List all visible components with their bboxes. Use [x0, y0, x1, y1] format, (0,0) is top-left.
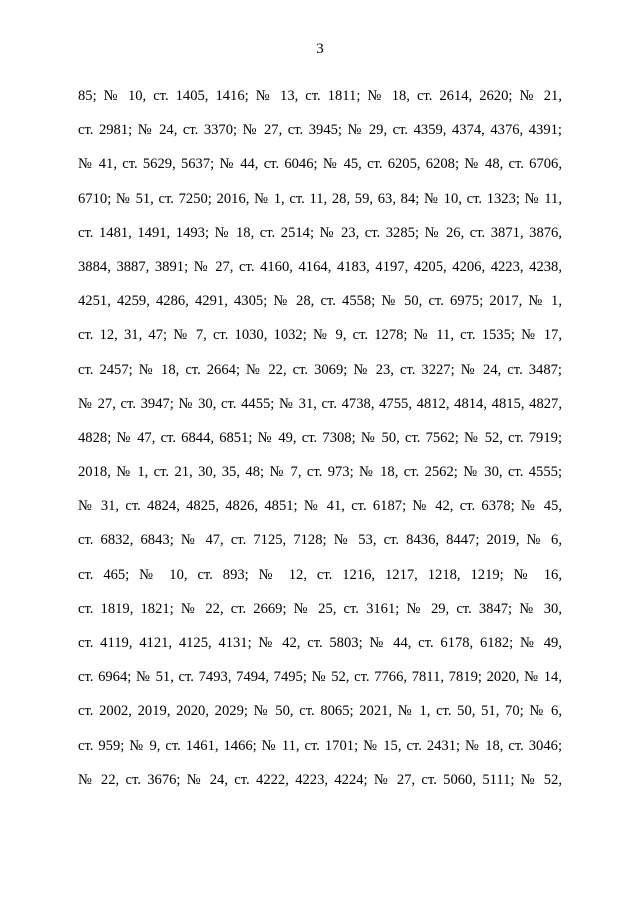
text-line: 85; № 10, ст. 1405, 1416; № 13, ст. 1811; № 18, ст. 2614, 2620; № 21,	[78, 88, 562, 104]
text-line: 4251, 4259, 4286, 4291, 4305; № 28, ст. 4558; № 50, ст. 6975; 2017, № 1,	[78, 293, 562, 310]
text-line: № 27, ст. 3947; № 30, ст. 4455; № 31, ст. 4738, 4755, 4812, 4814, 4815, 4827,	[78, 395, 562, 412]
text-line: ст. 6964; № 51, ст. 7493, 7494, 7495; № 52, ст. 7766, 7811, 7819; 2020, № 14,	[78, 669, 562, 686]
text-line: 4828; № 47, ст. 6844, 6851; № 49, ст. 7308; № 50, ст. 7562; № 52, ст. 7919;	[78, 429, 562, 446]
text-line: 3884, 3887, 3891; № 27, ст. 4160, 4164, 4183, 4197, 4205, 4206, 4223, 4238,	[78, 258, 562, 275]
text-line: № 41, ст. 5629, 5637; № 44, ст. 6046; № 45, ст. 6205, 6208; № 48, ст. 6706,	[78, 156, 562, 173]
page-number: 3	[316, 41, 324, 57]
text-line: ст. 2457; № 18, ст. 2664; № 22, ст. 3069; № 23, ст. 3227; № 24, ст. 3487;	[78, 361, 562, 378]
text-line: № 22, ст. 3676; № 24, ст. 4222, 4223, 4224; № 27, ст. 5060, 5111; № 52,	[78, 771, 562, 788]
text-line: 2018, № 1, ст. 21, 30, 35, 48; № 7, ст. 973; № 18, ст. 2562; № 30, ст. 4555;	[78, 464, 562, 481]
body-text	[78, 86, 562, 804]
text-line: ст. 1819, 1821; № 22, ст. 2669; № 25, ст. 3161; № 29, ст. 3847; № 30,	[78, 600, 562, 617]
text-line: ст. 959; № 9, ст. 1461, 1466; № 11, ст. 1701; № 15, ст. 2431; № 18, ст. 3046;	[78, 737, 562, 754]
text-line: ст. 465; № 10, ст. 893; № 12, ст. 1216, 1217, 1218, 1219; № 16,	[78, 566, 562, 583]
text-line: ст. 2002, 2019, 2020, 2029; № 50, ст. 8065; 2021, № 1, ст. 50, 51, 70; № 6,	[78, 703, 562, 720]
text-line: ст. 1481, 1491, 1493; № 18, ст. 2514; № 23, ст. 3285; № 26, ст. 3871, 3876,	[78, 224, 562, 241]
text-line: ст. 6832, 6843; № 47, ст. 7125, 7128; № 53, ст. 8436, 8447; 2019, № 6,	[78, 532, 562, 549]
text-line: 6710; № 51, ст. 7250; 2016, № 1, ст. 11, 28, 59, 63, 84; № 10, ст. 1323; № 11,	[78, 190, 562, 207]
text-line: ст. 4119, 4121, 4125, 4131; № 42, ст. 5803; № 44, ст. 6178, 6182; № 49,	[78, 635, 562, 651]
text-line: ст. 12, 31, 47; № 7, ст. 1030, 1032; № 9, ст. 1278; № 11, ст. 1535; № 17,	[78, 327, 562, 344]
text-line: ст. 2981; № 24, ст. 3370; № 27, ст. 3945; № 29, ст. 4359, 4374, 4376, 4391;	[78, 122, 562, 139]
text-line: № 31, ст. 4824, 4825, 4826, 4851; № 41, ст. 6187; № 42, ст. 6378; № 45,	[78, 498, 562, 515]
